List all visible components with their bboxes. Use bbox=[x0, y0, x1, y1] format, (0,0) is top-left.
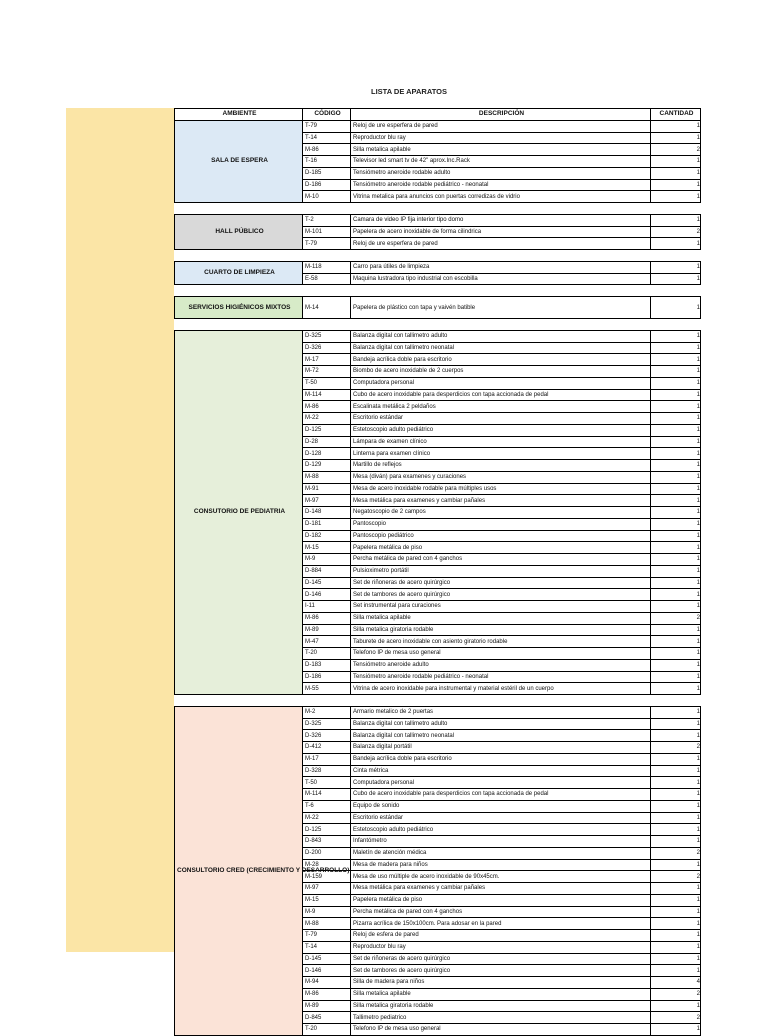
description-cell: Mesa de uso múltiple de acero inoxidable de 90x45cm. bbox=[351, 871, 651, 883]
code-cell: D-182 bbox=[303, 530, 351, 542]
quantity-cell: 1 bbox=[651, 483, 701, 495]
quantity-cell: 1 bbox=[651, 156, 701, 168]
code-cell: M-88 bbox=[303, 471, 351, 483]
quantity-cell: 1 bbox=[651, 261, 701, 273]
quantity-cell: 1 bbox=[651, 1000, 701, 1012]
code-cell: T-50 bbox=[303, 777, 351, 789]
code-cell: M-118 bbox=[303, 261, 351, 273]
description-cell: Silla metalica giratoria rodable bbox=[351, 624, 651, 636]
quantity-cell: 1 bbox=[651, 883, 701, 895]
code-cell: M-9 bbox=[303, 554, 351, 566]
code-cell: M-101 bbox=[303, 226, 351, 238]
code-cell: M-2 bbox=[303, 706, 351, 718]
quantity-cell: 2 bbox=[651, 871, 701, 883]
table-row bbox=[175, 120, 701, 132]
code-cell: M-15 bbox=[303, 542, 351, 554]
description-cell: Tensiómetro aneroide rodable pediátrico - neonatal bbox=[351, 179, 651, 191]
quantity-cell: 1 bbox=[651, 918, 701, 930]
ambiente-cell: CONSULTORIO CRED (CRECIMIENTO Y DESARROLLO) bbox=[175, 706, 303, 1035]
quantity-cell: 1 bbox=[651, 648, 701, 660]
description-cell: Escritorio estándar bbox=[351, 812, 651, 824]
quantity-cell: 1 bbox=[651, 789, 701, 801]
quantity-cell: 1 bbox=[651, 930, 701, 942]
description-cell: Pizarra acrílica de 150x100cm. Para adosar en la pared bbox=[351, 918, 651, 930]
ambiente-cell: CUARTO DE LIMPIEZA bbox=[175, 261, 303, 285]
description-cell: Silla de madera para niños bbox=[351, 977, 651, 989]
description-cell: Balanza digital con tallimetro neonatal bbox=[351, 342, 651, 354]
description-cell: Equipo de sonido bbox=[351, 800, 651, 812]
code-cell: D-148 bbox=[303, 507, 351, 519]
description-cell: Set de tambores de acero quirúrgico bbox=[351, 965, 651, 977]
quantity-cell: 1 bbox=[651, 836, 701, 848]
description-cell: Percha metálica de pared con 4 ganchos bbox=[351, 906, 651, 918]
description-cell: Mesa de acero inoxidable rodable para múltiples usos bbox=[351, 483, 651, 495]
code-cell: M-17 bbox=[303, 354, 351, 366]
header-descripcion: DESCRIPCIÓN bbox=[351, 109, 651, 121]
left-margin-band bbox=[66, 108, 174, 952]
quantity-cell: 1 bbox=[651, 167, 701, 179]
table-header-row bbox=[175, 109, 701, 121]
description-cell: Lámpara de examen clínico bbox=[351, 436, 651, 448]
description-cell: Telefono IP de mesa uso general bbox=[351, 1024, 651, 1036]
quantity-cell: 1 bbox=[651, 589, 701, 601]
description-cell: Cubo de acero inoxidable para desperdicios con tapa accionada de pedal bbox=[351, 389, 651, 401]
description-cell: Carro para útiles de limpieza bbox=[351, 261, 651, 273]
quantity-cell: 1 bbox=[651, 530, 701, 542]
code-cell: D-146 bbox=[303, 965, 351, 977]
description-cell: Escritorio estándar bbox=[351, 413, 651, 425]
description-cell: Papelera de plástico con tapa y vaivén batible bbox=[351, 297, 651, 319]
quantity-cell: 1 bbox=[651, 565, 701, 577]
quantity-cell: 1 bbox=[651, 424, 701, 436]
code-cell: D-326 bbox=[303, 342, 351, 354]
description-cell: Estetoscopio adulto pediátrico bbox=[351, 424, 651, 436]
ambiente-cell: SALA DE ESPERA bbox=[175, 120, 303, 202]
description-cell: Reloj de esfera de pared bbox=[351, 930, 651, 942]
code-cell: M-91 bbox=[303, 483, 351, 495]
quantity-cell: 1 bbox=[651, 577, 701, 589]
description-cell: Silla metalica apilable bbox=[351, 144, 651, 156]
separator-row bbox=[175, 319, 701, 331]
description-cell: Linterna para examen clínico bbox=[351, 448, 651, 460]
code-cell: T-6 bbox=[303, 800, 351, 812]
description-cell: Pulsioximetro portátil bbox=[351, 565, 651, 577]
code-cell: M-22 bbox=[303, 812, 351, 824]
code-cell: M-28 bbox=[303, 859, 351, 871]
table-row bbox=[175, 330, 701, 342]
quantity-cell: 1 bbox=[651, 894, 701, 906]
code-cell: E-58 bbox=[303, 273, 351, 285]
quantity-cell: 1 bbox=[651, 601, 701, 613]
description-cell: Reloj de ure esperfera de pared bbox=[351, 238, 651, 250]
description-cell: Computadora personal bbox=[351, 377, 651, 389]
code-cell: M-22 bbox=[303, 413, 351, 425]
description-cell: Vitrina de acero inoxidable para instrumental y material estéril de un cuerpo bbox=[351, 683, 651, 695]
code-cell: T-79 bbox=[303, 238, 351, 250]
code-cell: M-89 bbox=[303, 624, 351, 636]
code-cell: D-328 bbox=[303, 765, 351, 777]
quantity-cell: 2 bbox=[651, 612, 701, 624]
table-row bbox=[175, 706, 701, 718]
quantity-cell: 1 bbox=[651, 659, 701, 671]
quantity-cell: 1 bbox=[651, 671, 701, 683]
description-cell: Silla metalica apilable bbox=[351, 988, 651, 1000]
code-cell: M-86 bbox=[303, 401, 351, 413]
description-cell: Escalinata metálica 2 peldaños bbox=[351, 401, 651, 413]
code-cell: M-9 bbox=[303, 906, 351, 918]
description-cell: Set de riñoneras de acero quirúrgico bbox=[351, 953, 651, 965]
code-cell: D-145 bbox=[303, 577, 351, 589]
description-cell: Tensiómetro aneroide rodable adulto bbox=[351, 167, 651, 179]
quantity-cell: 1 bbox=[651, 706, 701, 718]
table-row bbox=[175, 261, 701, 273]
code-cell: D-181 bbox=[303, 518, 351, 530]
description-cell: Camara de video IP fija interior tipo domo bbox=[351, 214, 651, 226]
code-cell: T-14 bbox=[303, 941, 351, 953]
code-cell: D-183 bbox=[303, 659, 351, 671]
quantity-cell: 1 bbox=[651, 1024, 701, 1036]
description-cell: Papelera metálica de piso bbox=[351, 542, 651, 554]
quantity-cell: 1 bbox=[651, 507, 701, 519]
code-cell: D-186 bbox=[303, 179, 351, 191]
quantity-cell: 1 bbox=[651, 941, 701, 953]
description-cell: Martillo de reflejos bbox=[351, 460, 651, 472]
description-cell: Negatoscopio de 2 campos bbox=[351, 507, 651, 519]
code-cell: M-94 bbox=[303, 977, 351, 989]
description-cell: Reloj de ure esperfera de pared bbox=[351, 120, 651, 132]
separator-row bbox=[175, 285, 701, 297]
quantity-cell: 1 bbox=[651, 965, 701, 977]
quantity-cell: 1 bbox=[651, 730, 701, 742]
description-cell: Percha metálica de pared con 4 ganchos bbox=[351, 554, 651, 566]
description-cell: Computadora personal bbox=[351, 777, 651, 789]
code-cell: M-114 bbox=[303, 789, 351, 801]
quantity-cell: 1 bbox=[651, 132, 701, 144]
quantity-cell: 1 bbox=[651, 624, 701, 636]
separator-row bbox=[175, 250, 701, 262]
description-cell: Cubo de acero inoxidable para desperdicios con tapa accionada de pedal bbox=[351, 789, 651, 801]
description-cell: Maletín de atención médica bbox=[351, 847, 651, 859]
description-cell: Tensiómetro aneroide adulto bbox=[351, 659, 651, 671]
description-cell: Bandeja acrílica doble para escritorio bbox=[351, 753, 651, 765]
code-cell: D-843 bbox=[303, 836, 351, 848]
code-cell: T-50 bbox=[303, 377, 351, 389]
description-cell: Biombo de acero inoxidable de 2 cuerpos bbox=[351, 366, 651, 378]
quantity-cell: 1 bbox=[651, 812, 701, 824]
quantity-cell: 1 bbox=[651, 777, 701, 789]
quantity-cell: 2 bbox=[651, 226, 701, 238]
description-cell: Balanza digital con tallimetro adulto bbox=[351, 718, 651, 730]
quantity-cell: 2 bbox=[651, 847, 701, 859]
quantity-cell: 1 bbox=[651, 389, 701, 401]
description-cell: Reproductor blu ray bbox=[351, 132, 651, 144]
code-cell: T-16 bbox=[303, 156, 351, 168]
quantity-cell: 1 bbox=[651, 354, 701, 366]
quantity-cell: 1 bbox=[651, 906, 701, 918]
table-body bbox=[175, 120, 701, 1035]
code-cell: D-845 bbox=[303, 1012, 351, 1024]
code-cell: D-325 bbox=[303, 330, 351, 342]
quantity-cell: 1 bbox=[651, 542, 701, 554]
code-cell: M-89 bbox=[303, 1000, 351, 1012]
ambiente-cell: HALL PÚBLICO bbox=[175, 214, 303, 249]
description-cell: Televisor led smart tv de 42" aprox.Inc.Rack bbox=[351, 156, 651, 168]
quantity-cell: 4 bbox=[651, 977, 701, 989]
code-cell: D-145 bbox=[303, 953, 351, 965]
code-cell: M-17 bbox=[303, 753, 351, 765]
code-cell: D-125 bbox=[303, 424, 351, 436]
description-cell: Balanza digital con tallimetro adulto bbox=[351, 330, 651, 342]
quantity-cell: 1 bbox=[651, 179, 701, 191]
description-cell: Telefono IP de mesa uso general bbox=[351, 648, 651, 660]
quantity-cell: 1 bbox=[651, 765, 701, 777]
quantity-cell: 1 bbox=[651, 191, 701, 203]
code-cell: T-79 bbox=[303, 930, 351, 942]
description-cell: Set instrumental para curaciones bbox=[351, 601, 651, 613]
code-cell: T-14 bbox=[303, 132, 351, 144]
code-cell: D-412 bbox=[303, 742, 351, 754]
quantity-cell: 1 bbox=[651, 413, 701, 425]
code-cell: M-97 bbox=[303, 495, 351, 507]
code-cell: D-326 bbox=[303, 730, 351, 742]
quantity-cell: 1 bbox=[651, 330, 701, 342]
code-cell: D-186 bbox=[303, 671, 351, 683]
quantity-cell: 1 bbox=[651, 718, 701, 730]
code-cell: D-129 bbox=[303, 460, 351, 472]
code-cell: D-325 bbox=[303, 718, 351, 730]
description-cell: Pantoscopio pediátrico bbox=[351, 530, 651, 542]
table-row bbox=[175, 214, 701, 226]
description-cell: Reproductor blu ray bbox=[351, 941, 651, 953]
description-cell: Mesa de madera para niños bbox=[351, 859, 651, 871]
code-cell: T-20 bbox=[303, 1024, 351, 1036]
quantity-cell: 1 bbox=[651, 377, 701, 389]
header-ambiente: AMBIENTE bbox=[175, 109, 303, 121]
description-cell: Vitrina metalica para anuncios con puertas corredizas de vidrio bbox=[351, 191, 651, 203]
quantity-cell: 1 bbox=[651, 824, 701, 836]
quantity-cell: 1 bbox=[651, 214, 701, 226]
quantity-cell: 1 bbox=[651, 342, 701, 354]
code-cell: M-72 bbox=[303, 366, 351, 378]
code-cell: D-128 bbox=[303, 448, 351, 460]
code-cell: M-10 bbox=[303, 191, 351, 203]
quantity-cell: 1 bbox=[651, 495, 701, 507]
code-cell: M-86 bbox=[303, 612, 351, 624]
description-cell: Papelera de acero inoxidable de forma cilindrica bbox=[351, 226, 651, 238]
code-cell: M-86 bbox=[303, 988, 351, 1000]
code-cell: T-2 bbox=[303, 214, 351, 226]
code-cell: M-114 bbox=[303, 389, 351, 401]
description-cell: Mesa metálica para examenes y cambiar pañales bbox=[351, 883, 651, 895]
quantity-cell: 1 bbox=[651, 238, 701, 250]
description-cell: Papelera metálica de piso bbox=[351, 894, 651, 906]
code-cell: D-185 bbox=[303, 167, 351, 179]
code-cell: T-79 bbox=[303, 120, 351, 132]
quantity-cell: 1 bbox=[651, 401, 701, 413]
quantity-cell: 1 bbox=[651, 436, 701, 448]
code-cell: M-97 bbox=[303, 883, 351, 895]
quantity-cell: 1 bbox=[651, 460, 701, 472]
quantity-cell: 2 bbox=[651, 742, 701, 754]
quantity-cell: 1 bbox=[651, 518, 701, 530]
description-cell: Set de tambores de acero quirúrgico bbox=[351, 589, 651, 601]
description-cell: Balanza digital portátil bbox=[351, 742, 651, 754]
description-cell: Tallimetro pediatrico bbox=[351, 1012, 651, 1024]
separator-row bbox=[175, 203, 701, 215]
quantity-cell: 1 bbox=[651, 273, 701, 285]
description-cell: Armario metalico de 2 puertas bbox=[351, 706, 651, 718]
description-cell: Bandeja acrílica doble para escritorio bbox=[351, 354, 651, 366]
equipment-table bbox=[174, 108, 701, 1036]
page-title: LISTA DE APARATOS bbox=[371, 87, 447, 96]
description-cell: Silla metalica giratoria rodable bbox=[351, 1000, 651, 1012]
code-cell: M-14 bbox=[303, 297, 351, 319]
quantity-cell: 1 bbox=[651, 953, 701, 965]
description-cell: Balanza digital con tallimetro neonatal bbox=[351, 730, 651, 742]
quantity-cell: 1 bbox=[651, 554, 701, 566]
code-cell: M-159 bbox=[303, 871, 351, 883]
description-cell: Cinta métrica bbox=[351, 765, 651, 777]
code-cell: D-28 bbox=[303, 436, 351, 448]
code-cell: M-55 bbox=[303, 683, 351, 695]
separator-row bbox=[175, 695, 701, 707]
description-cell: Mesa metálica para examenes y cambiar pañales bbox=[351, 495, 651, 507]
description-cell: Infantómetro bbox=[351, 836, 651, 848]
quantity-cell: 1 bbox=[651, 297, 701, 319]
code-cell: M-47 bbox=[303, 636, 351, 648]
description-cell: Tensiómetro aneroide rodable pediátrico - neonatal bbox=[351, 671, 651, 683]
quantity-cell: 2 bbox=[651, 988, 701, 1000]
description-cell: Silla metalica apilable bbox=[351, 612, 651, 624]
code-cell: M-86 bbox=[303, 144, 351, 156]
description-cell: Mesa (diván) para examenes y curaciones bbox=[351, 471, 651, 483]
code-cell: M-88 bbox=[303, 918, 351, 930]
quantity-cell: 1 bbox=[651, 448, 701, 460]
code-cell: D-884 bbox=[303, 565, 351, 577]
description-cell: Taburete de acero inoxidable con asiento giratorio rodable bbox=[351, 636, 651, 648]
header-codigo: CÓDIGO bbox=[303, 109, 351, 121]
code-cell: D-146 bbox=[303, 589, 351, 601]
quantity-cell: 1 bbox=[651, 800, 701, 812]
code-cell: I-11 bbox=[303, 601, 351, 613]
description-cell: Maquina lustradora tipo industrial con escobilla bbox=[351, 273, 651, 285]
code-cell: D-200 bbox=[303, 847, 351, 859]
table-row bbox=[175, 297, 701, 319]
quantity-cell: 1 bbox=[651, 636, 701, 648]
quantity-cell: 1 bbox=[651, 683, 701, 695]
header-cantidad: CANTIDAD bbox=[651, 109, 701, 121]
ambiente-cell: SERVICIOS HIGIÉNICOS MIXTOS bbox=[175, 297, 303, 319]
quantity-cell: 1 bbox=[651, 471, 701, 483]
description-cell: Set de riñoneras de acero quirúrgico bbox=[351, 577, 651, 589]
description-cell: Pantoscopio bbox=[351, 518, 651, 530]
quantity-cell: 1 bbox=[651, 120, 701, 132]
ambiente-cell: CONSUTORIO DE PEDIATRIA bbox=[175, 330, 303, 694]
quantity-cell: 1 bbox=[651, 366, 701, 378]
quantity-cell: 2 bbox=[651, 1012, 701, 1024]
code-cell: D-125 bbox=[303, 824, 351, 836]
quantity-cell: 1 bbox=[651, 859, 701, 871]
quantity-cell: 2 bbox=[651, 144, 701, 156]
description-cell: Estetoscopio adulto pediátrico bbox=[351, 824, 651, 836]
code-cell: T-20 bbox=[303, 648, 351, 660]
code-cell: M-15 bbox=[303, 894, 351, 906]
quantity-cell: 1 bbox=[651, 753, 701, 765]
